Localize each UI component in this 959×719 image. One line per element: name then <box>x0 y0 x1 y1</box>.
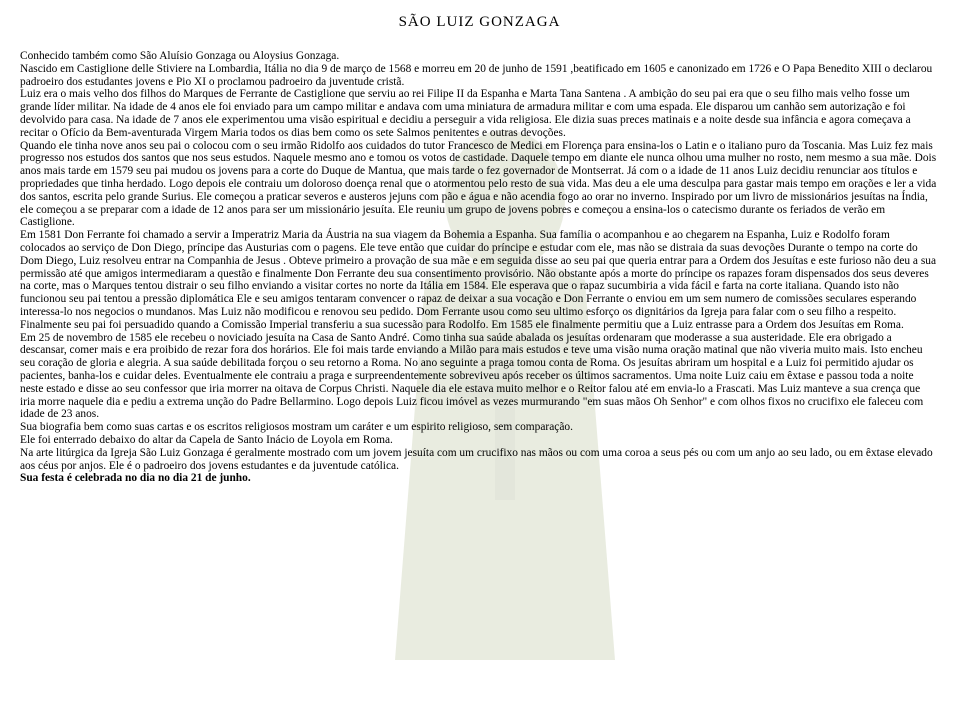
page-title: SÃO LUIZ GONZAGA <box>398 14 561 30</box>
paragraph: Sua biografia bem como suas cartas e os escritos religiosos mostram um caráter e um espirito religioso, sem comparação. <box>20 421 573 434</box>
paragraph: Ele foi enterrado debaixo do altar da Capela de Santo Inácio de Loyola em Roma. <box>20 433 393 446</box>
paragraph: Na arte litúrgica da Igreja São Luiz Gonzaga é geralmente mostrado com um jovem jesuíta com um crucifixo nas mãos ou com uma coroa a seus pés ou com um anjo ao seu lado, ou em êxtase elevado aos céus por anjos. Ele é o padroeiro dos jovens estudantes e da juventude católica. <box>20 446 933 472</box>
biography-text <box>20 50 938 485</box>
paragraph: Luiz era o mais velho dos filhos do Marques de Ferrante de Castiglione que serviu ao rei Filipe II da Espanha e Marta Tana Santena . A ambição do seu pai era que o seu filho mais velho fosse um grande líder militar. Na idade de 4 anos ele foi enviado para um campo militar e andava com uma miniatura de armadura militar e com uma espada. Ele disparou um canhão sem autorização e foi devolvido para casa. Na idade de 7 anos ele experimentou uma visão espiritual e decidiu a perseguir a vida religiosa. Ele dizia suas preces matinais e a noite desde sua infância e agora começava a recitar o Ofício da Bem-aventurada Virgem Maria todos os dias bem como os sete Salmos penitentes e outras devoções. <box>20 88 911 139</box>
paragraph: Quando ele tinha nove anos seu pai o colocou com o seu irmão Ridolfo aos cuidados do tutor Francesco de Medici em Florença para ensina-los o Latin e o italiano puro da Toscania. Mas Luiz fez mais progresso nos estudos dos santos que nos seus estudos. Naquele mesmo ano e tomou os votos de castidade. Daquele tempo em diante ele nunca olhou uma mulher no rosto, nem mesmo a sua mãe. Dois anos mais tarde em 1579 seu pai mudou os jovens para a corte do Duque de Mantua, que mais tarde o fez governador de Montserrat. Já com o a idade de 11 anos Luiz decidiu renunciar aos títulos e propriedades que tinha herdado. Logo depois ele contraiu um doloroso doença renal que o atormentou pelo resto de sua vida. Mas deu a ele uma desculpa para gastar mais tempo em orações e ler a vida dos santos, escrita pelo grande Surius. Ele começou a praticar severos e austeros jejuns com pão e água e não acendia fogo ao orar no inverno. Inspirado por um livro de missionários jesuítas na Índia, ele começou a se preparar com a idade de 12 anos para ser um missionário jesuíta. Ele reuniu um grupo de jovens pobres e começou a ensina-los o catecismo durante os feriados de verão em Castiglione. <box>20 139 937 229</box>
feast-day-line: Sua festa é celebrada no dia no dia 21 de junho. <box>20 472 251 485</box>
paragraph: Em 25 de novembro de 1585 ele recebeu o noviciado jesuíta na Casa de Santo André. Como tinha sua saúde abalada os jesuítas ordenaram que moderasse a sua austeridade. Ele era obrigado a descansar, comer mais e era proibido de rezar fora dos horários. Ele foi mais tarde enviando a Milão para mais estudos e teve uma visão numa oração matinal que não viveria muito mais. Isto encheu seu coração de gloria e alegria. A sua saúde debilitada forçou o seu retorno a Roma. No ano seguinte a praga tomou conta de Roma. Os jesuítas abriram um hospital e a Luiz foi permitido ajudar os pacientes, banha-los e cuidar deles. Eventualmente ele contraiu a praga e surpreendentemente sobreviveu após receber os últimos sacramentos. Uma noite Luiz caiu em êxtase e passou toda a noite neste estado e disse ao seu confessor que iria morrer na oitava de Corpus Christi. Naquele dia ele estava muito melhor e o Reitor falou até em envia-lo a Frascati. Mas Luiz manteve a sua crença que iria morre naquele dia e pediu a extrema unção do Padre Bellarmino. Logo depois Luiz ficou imóvel as vezes murmurando "em suas mãos Oh Senhor" e com olhos fixos no crucifixo ele faleceu com idade de 23 anos. <box>20 331 924 421</box>
paragraph: Conhecido também como São Aluísio Gonzaga ou Aloysius Gonzaga. <box>20 50 340 62</box>
paragraph: Nascido em Castiglione delle Stiviere na Lombardia, Itália no dia 9 de março de 1568 e morreu em 20 de junho de 1591 ,beatificado em 1605 e canonizado em 1726 e O Papa Benedito XIII o declarou padroeiro dos estudantes jovens e Pio XI o proclamou padroeiro da juventude cristã. <box>20 62 933 88</box>
paragraph: Em 1581 Don Ferrante foi chamado a servir a Imperatriz Maria da Áustria na sua viagem da Bohemia a Espanha. Sua família o acompanhou e ao chegarem na Espanha, Luiz e Rodolfo foram colocados ao serviço de Don Diego, príncipe das Austurias com o pagens. Ele teve então que cuidar do príncipe e estudar com ele, mas não se distraia da suas devoções Durante o tempo na corte do Dom Diego, Luiz resolveu entrar na Companhia de Jesus . Obteve primeiro a provação de sua mãe e em seguida disse ao seu pai que queria entrar para a Ordem dos Jesuítas e este furioso não deu a sua permissão até que amigos intermediaram a questão e finalmente Don Ferrante deu sua consentimento provisório. Não obstante após a morte do príncipe os rapazes foram dispensados dos seus deveres na corte, mas o Marques tentou distrair o seu filho enviando a visitar cortes no norte da Itália em 1584. Ele esperava que o rapaz sucumbiria a vida fácil e farta na corte italiana. Quando isto não funcionou seu pai tentou a pressão diplomática Ele e seu amigos tentaram convencer o rapaz de deixar a sua vocação e Don Ferrante o enviou em um sem numero de comissões seculares esperando interessa-lo nos negocios o mundanos. Mas Luiz não modificou e renovou seu pedido. Dom Ferrante usou como seu ultimo esforço os dignitários da Igreja para falar com o seu filho a respeito. Finalmente seu pai foi persuadido quando a Comissão Imperial transferiu a sua sucessão para Rodolfo. Em 1585 ele finalmente permitiu que a Luiz entrasse para a Ordem dos Jesuítas em Roma. <box>20 229 937 331</box>
